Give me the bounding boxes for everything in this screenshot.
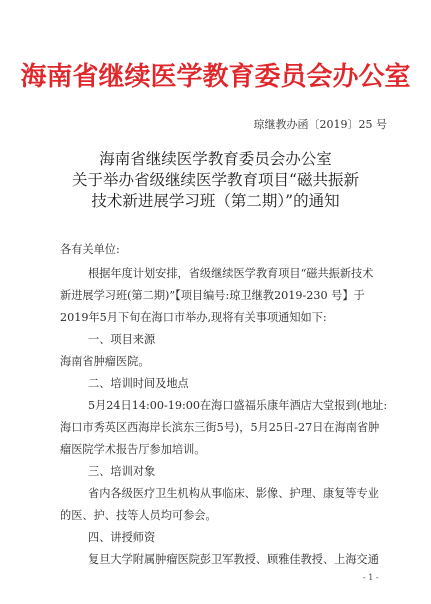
salutation: 各有关单位: — [60, 243, 120, 256]
notice-title-line-2: 关于举办省级继续医学教育项目“磁共振新 — [72, 171, 359, 189]
section-heading-time-place: 二、培训时间及地点 — [88, 377, 189, 390]
page-number: - 1 - — [363, 573, 379, 582]
intro-line: 新进展学习班(第二期)”【项目编号:琼卫继教2019-230 号】于 — [60, 289, 365, 302]
notice-title-line-3: 技术新进展学习班（第二期）”的通知 — [91, 192, 340, 210]
section-line: 省内各级医疗卫生机构从事临床、影像、护理、康复等专业 — [88, 487, 379, 500]
section-line: 的医、护、技等人员均可参会。 — [60, 509, 217, 522]
section-heading-source: 一、项目来源 — [88, 333, 156, 346]
intro-line: 根据年度计划安排，省级继续医学教育项目“磁共振新技术 — [88, 267, 374, 280]
section-line: 5月24日14:00-19:00在海口盛福乐康年酒店大堂报到(地址: — [88, 399, 388, 412]
section-line: 瘤医院学术报告厅参加培训。 — [60, 443, 206, 456]
section-line: 海南省肿瘤医院。 — [60, 355, 150, 368]
section-line: 海口市秀英区西海岸长滨东三街5号)，5月25日-27日在海南省肿 — [60, 421, 380, 434]
document-number: 琼继教办函〔2019〕25 号 — [253, 118, 387, 131]
intro-line: 2019年5月下旬在海口市举办,现将有关事项通知如下: — [60, 311, 327, 324]
org-masthead: 海南省继续医学教育委员会办公室 — [20, 62, 411, 92]
section-heading-faculty: 四、讲授师资 — [88, 531, 156, 544]
notice-title-line-1: 海南省继续医学教育委员会办公室 — [99, 150, 332, 168]
section-heading-audience: 三、培训对象 — [88, 465, 156, 478]
section-line: 复旦大学附属肿瘤医院彭卫军教授、顾雅佳教授、上海交通 — [88, 553, 379, 566]
